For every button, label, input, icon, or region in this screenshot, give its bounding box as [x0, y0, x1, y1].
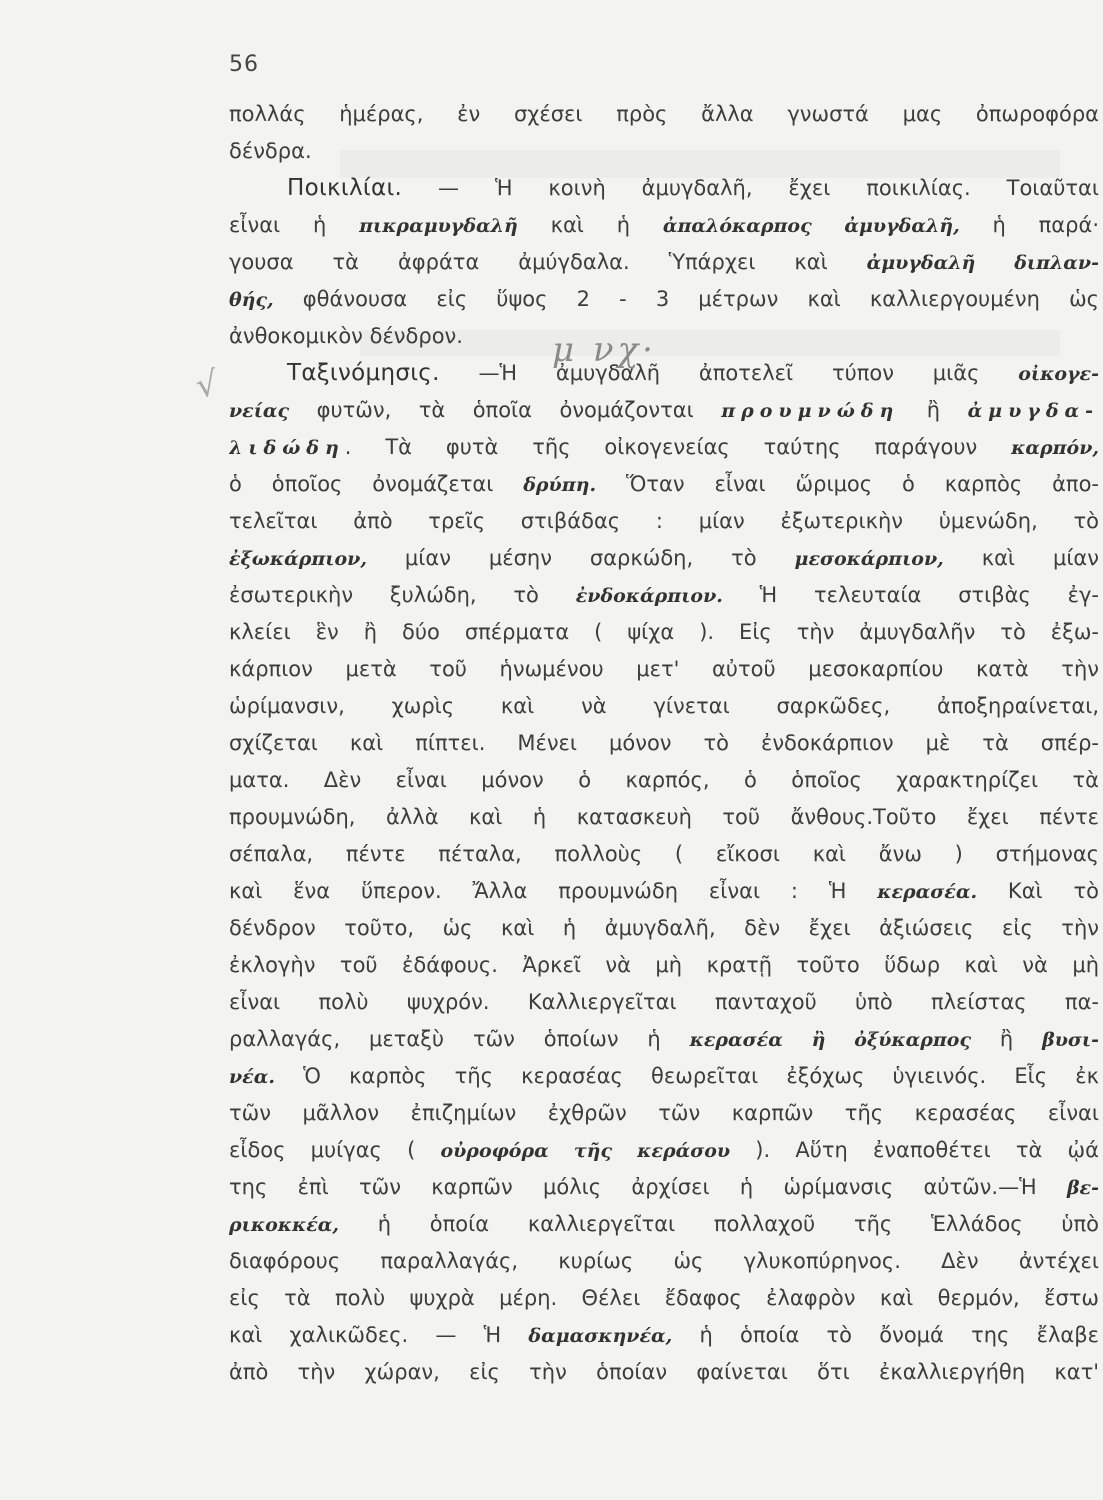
text-line: εἶδος μυίγας ( οὐροφόρα τῆς κεράσου ). Αὕτη ἐναποθέτει τὰ ᾠά [229, 1138, 1099, 1162]
text-line: εἶναι πολὺ ψυχρόν. Καλλιεργεῖται πανταχοῦ ὑπὸ πλείστας πα- [229, 990, 1099, 1014]
term-spaced: λιδώδη [229, 437, 345, 459]
term-italic: κερασέα. [877, 881, 978, 903]
term-italic: θής, [229, 289, 274, 311]
term-italic: κερασέα ἢ ὀξύκαρπος [689, 1029, 972, 1051]
text-line: ραλλαγάς, μεταξὺ τῶν ὁποίων ἡ κερασέα ἢ ὀξύκαρπος ἢ βυσι- [229, 1027, 1099, 1051]
text-line: ματα. Δὲν εἶναι μόνον ὁ καρπός, ὁ ὁποῖος χαρακτηρίζει τὰ [229, 768, 1099, 792]
text-line: καὶ ἕνα ὕπερον. Ἄλλα προυμνώδη εἶναι : Ἡ κερασέα. Καὶ τὸ [229, 879, 1099, 903]
text-line: θής, φθάνουσα εἰς ὕψος 2 - 3 μέτρων καὶ καλλιεργουμένη ὡς [229, 287, 1099, 311]
term-italic: ἐξωκάρπιον, [229, 548, 367, 570]
text-line: ρικοκκέα, ἡ ὁποία καλλιεργεῖται πολλαχοῦ τῆς Ἑλλάδος ὑπὸ [229, 1212, 1099, 1236]
text-line: ὁ ὁποῖος ὀνομάζεται δρύπη. Ὅταν εἶναι ὥριμος ὁ καρπὸς ἀπο- [229, 472, 1099, 496]
term-spaced: ἀμυγδα- [967, 400, 1099, 422]
pencil-annotation: μ νχ· [552, 330, 657, 370]
term-italic: δαμασκηνέα, [528, 1325, 673, 1347]
term-italic: ρικοκκέα, [229, 1214, 340, 1236]
term-italic: ἀμυγδαλῆ διπλαν- [866, 252, 1099, 274]
text-line: τῶν μᾶλλον ἐπιζημίων ἐχθρῶν τῶν καρπῶν τῆς κερασέας εἶναι [229, 1101, 1099, 1125]
text-line: ἐσωτερικὴν ξυλώδη, τὸ ἐνδοκάρπιον. Ἡ τελευταία στιβὰς ἐγ- [229, 583, 1099, 607]
text-line: κάρπιον μετὰ τοῦ ἡνωμένου μετ' αὐτοῦ μεσοκαρπίου κατὰ τὴν [229, 657, 1099, 681]
text-line: νέα. Ὁ καρπὸς τῆς κερασέας θεωρεῖται ἐξόχως ὑγιεινός. Εἷς ἐκ [229, 1064, 1099, 1088]
term-italic: οὐροφόρα τῆς κεράσου [440, 1140, 731, 1162]
text-line: ἀπὸ τὴν χώραν, εἰς τὴν ὁποίαν φαίνεται ὅτι ἐκαλλιεργήθη κατ' [229, 1360, 1099, 1384]
text-line: εἶναι ἡ πικραμυγδαλῆ καὶ ἡ ἀπαλόκαρπος ἀμυγδαλῆ, ἡ παρά· [229, 213, 1099, 237]
term-italic: νείας [229, 400, 290, 422]
text-line: σχίζεται καὶ πίπτει. Μένει μόνον τὸ ἐνδοκάρπιον μὲ τὰ σπέρ- [229, 731, 1099, 755]
text-line: σέπαλα, πέντε πέταλα, πολλοὺς ( εἴκοσι καὶ ἄνω ) στήμονας [229, 842, 1099, 866]
term-italic: πικραμυγδαλῆ [359, 215, 518, 237]
text-line: ὡρίμανσιν, χωρὶς καὶ νὰ γίνεται σαρκῶδες, ἀποξηραίνεται, [229, 694, 1099, 718]
term-italic: δρύπη. [523, 474, 597, 496]
text-line: εἰς τὰ πολὺ ψυχρὰ μέρη. Θέλει ἔδαφος ἐλαφρὸν καὶ θερμόν, ἔστω [229, 1286, 1099, 1310]
term-italic: νέα. [229, 1066, 275, 1088]
body-text [229, 96, 1099, 1391]
text-line: ἀνθοκομικὸν δένδρον. [229, 324, 463, 348]
term-italic: βυσι- [1042, 1029, 1099, 1051]
text-line: ἐκλογὴν τοῦ ἐδάφους. Ἀρκεῖ νὰ μὴ κρατῇ τοῦτο ὕδωρ καὶ νὰ μὴ [229, 953, 1099, 977]
text-line: κλείει ἓν ἢ δύο σπέρματα ( ψίχα ). Εἰς τὴν ἀμυγδαλῆν τὸ ἐξω- [229, 620, 1099, 644]
pencil-checkmark: √ [192, 363, 221, 407]
text-line: τελεῖται ἀπὸ τρεῖς στιβάδας : μίαν ἐξωτερικὴν ὑμενώδη, τὸ [229, 509, 1099, 533]
text-line: λιδώδη. Τὰ φυτὰ τῆς οἰκογενείας ταύτης παράγουν καρπόν, [229, 435, 1099, 459]
section-heading-classification: Ταξινόμησις. [287, 360, 440, 386]
text-line: της ἐπὶ τῶν καρπῶν μόλις ἀρχίσει ἡ ὡρίμανσις αὐτῶν.—Ἡ βε- [229, 1175, 1099, 1199]
text-line: δένδρα. [229, 139, 312, 163]
term-italic: ἐνδοκάρπιον. [575, 585, 723, 607]
term-italic: καρπόν, [1011, 437, 1099, 459]
section-heading-varieties: Ποικιλίαι. [287, 175, 403, 201]
text-line: Ποικιλίαι. — Ἡ κοινὴ ἀμυγδαλῆ, ἔχει ποικιλίας. Τοιαῦται [287, 175, 1099, 201]
text-line: ἐξωκάρπιον, μίαν μέσην σαρκώδη, τὸ μεσοκάρπιον, καὶ μίαν [229, 546, 1099, 570]
term-spaced: προυμνώδη [721, 400, 900, 422]
term-italic: οἰκογε- [1018, 363, 1099, 385]
term-italic: μεσοκάρπιον, [794, 548, 944, 570]
text-line: καὶ χαλικῶδες. — Ἡ δαμασκηνέα, ἡ ὁποία τὸ ὄνομά της ἔλαβε [229, 1323, 1099, 1347]
text-line: πολλάς ἡμέρας, ἐν σχέσει πρὸς ἄλλα γνωστά μας ὀπωροφόρα [229, 102, 1099, 126]
text-line: Ταξινόμησις. —Ἡ ἀμυγδαλῆ ἀποτελεῖ τύπον μιᾶς οἰκογε- [287, 360, 1099, 386]
text-line: διαφόρους παραλλαγάς, κυρίως ὡς γλυκοπύρηνος. Δὲν ἀντέχει [229, 1249, 1099, 1273]
text-line: προυμνώδη, ἀλλὰ καὶ ἡ κατασκευὴ τοῦ ἄνθους.Τοῦτο ἔχει πέντε [229, 805, 1099, 829]
page-number: 56 [229, 52, 259, 77]
term-italic: βε- [1066, 1177, 1099, 1199]
text-line: δένδρον τοῦτο, ὡς καὶ ἡ ἀμυγδαλῆ, δὲν ἔχει ἀξιώσεις εἰς τὴν [229, 916, 1099, 940]
term-italic: ἀπαλόκαρπος ἀμυγδαλῆ, [662, 215, 960, 237]
text-line: γουσα τὰ ἀφράτα ἀμύγδαλα. Ὑπάρχει καὶ ἀμυγδαλῆ διπλαν- [229, 250, 1099, 274]
text-line: νείας φυτῶν, τὰ ὁποῖα ὀνομάζονται προυμνώδη ἢ ἀμυγδα- [229, 398, 1099, 422]
